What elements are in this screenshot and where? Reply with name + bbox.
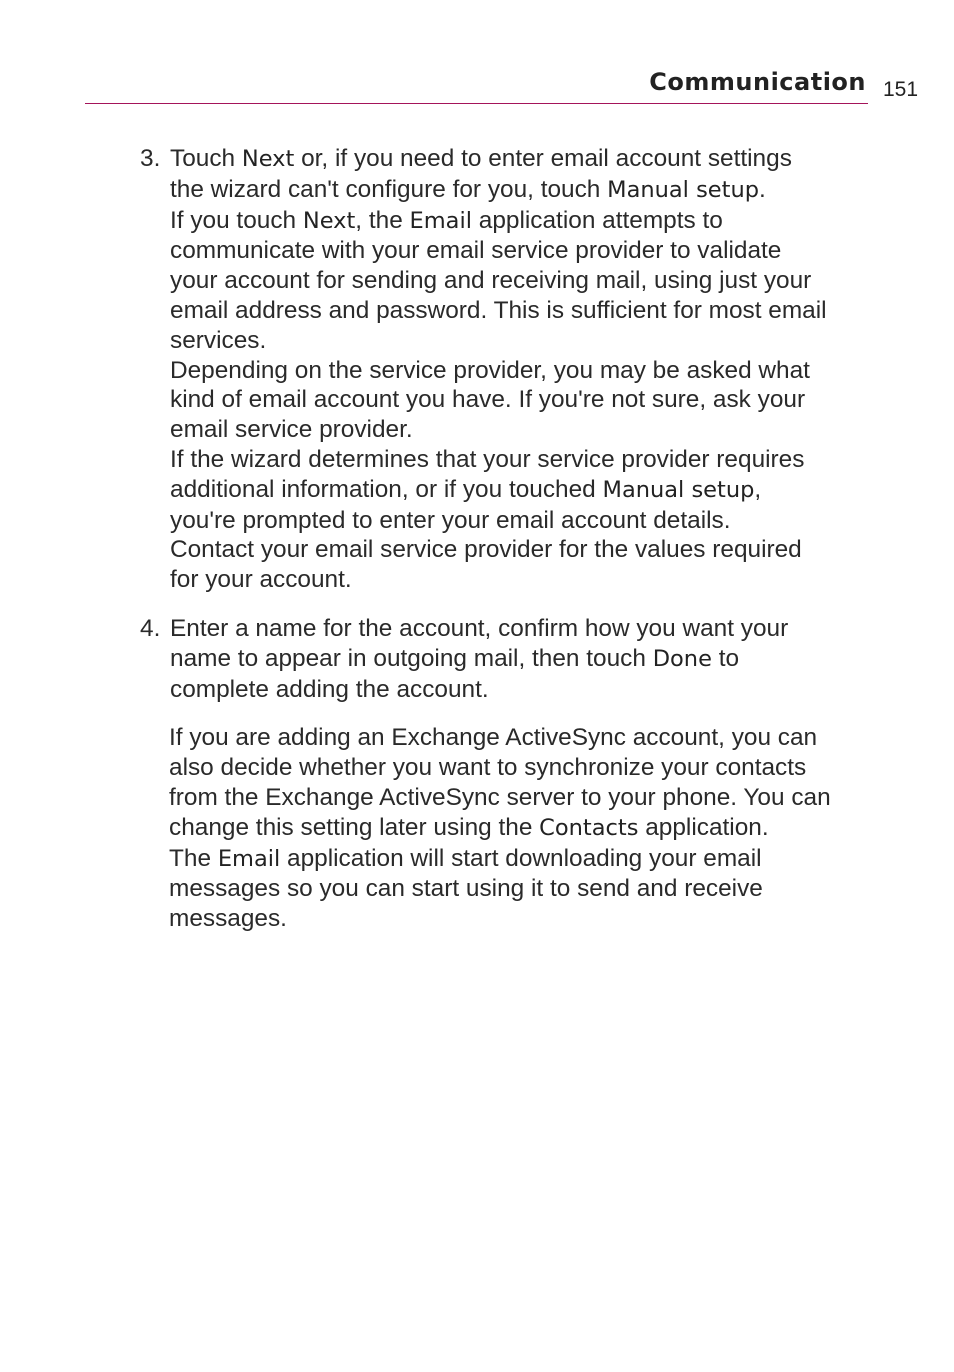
text: application attempts to xyxy=(471,206,723,234)
step-3-intro-paragraph xyxy=(170,144,880,206)
text: change this setting later using the xyxy=(169,813,540,841)
text: If you touch xyxy=(170,206,303,234)
text: Contact your email service provider for the values required xyxy=(170,536,802,564)
text: you're prompted to enter your email account details. xyxy=(170,506,731,534)
ui-term-contacts: Contacts xyxy=(539,814,639,841)
text: . xyxy=(759,175,766,203)
text: kind of email account you have. If you're not sure, ask your xyxy=(170,386,806,414)
text: communicate with your email service provider to validate xyxy=(170,237,782,265)
step-4 xyxy=(140,614,880,704)
text: messages so you can start using it to send and receive xyxy=(169,875,763,903)
text: your account for sending and receiving mail, using just your xyxy=(170,267,812,295)
text: email address and password. This is sufficient for most email xyxy=(170,296,827,324)
section-title: Communication xyxy=(649,68,866,96)
text: complete adding the account. xyxy=(170,675,489,703)
step-4-paragraph xyxy=(170,614,880,704)
text: Touch xyxy=(170,145,242,172)
text: messages. xyxy=(169,905,287,933)
page-number: 151 xyxy=(883,78,919,101)
step-3-number: 3. xyxy=(140,145,161,172)
text: application will start downloading your email xyxy=(280,844,762,872)
text: the wizard can't configure for you, touch xyxy=(170,175,608,203)
step-3 xyxy=(140,144,880,595)
text: If you are adding an Exchange ActiveSync account, you can xyxy=(169,724,818,752)
page-body xyxy=(140,144,880,934)
text: additional information, or if you touched xyxy=(170,475,603,503)
step-3-next-paragraph xyxy=(170,206,880,356)
text: also decide whether you want to synchronize your contacts xyxy=(169,754,807,782)
header-divider xyxy=(85,103,868,104)
step-3-body xyxy=(170,144,880,595)
ui-term-manual-setup: Manual setup xyxy=(602,476,755,503)
step-3-provider-paragraph xyxy=(170,356,880,445)
text: If the wizard determines that your service provider requires xyxy=(170,445,805,473)
text: name to appear in outgoing mail, then touch xyxy=(170,644,653,672)
text: The xyxy=(169,844,218,872)
exchange-paragraph xyxy=(169,723,880,843)
text: or, if you need to enter email account settings xyxy=(294,145,792,172)
text: to xyxy=(711,644,740,672)
text: Enter a name for the account, confirm how you want your xyxy=(170,614,789,642)
ui-term-next: Next xyxy=(241,146,295,172)
text: , xyxy=(754,475,762,503)
text: application. xyxy=(638,813,769,841)
text: Depending on the service provider, you may be asked what xyxy=(170,356,810,384)
text: email service provider. xyxy=(170,416,413,444)
text: from the Exchange ActiveSync server to your phone. You can xyxy=(169,783,831,811)
ui-term-manual-setup: Manual setup xyxy=(607,176,759,203)
email-download-paragraph xyxy=(169,844,880,934)
step-4-body xyxy=(170,614,880,704)
ui-term-next: Next xyxy=(302,207,356,234)
step-4-number: 4. xyxy=(140,614,161,642)
text: services. xyxy=(170,326,267,354)
exchange-note xyxy=(140,723,880,934)
text: for your account. xyxy=(170,566,352,594)
ui-term-email: Email xyxy=(409,207,472,234)
step-3-wizard-paragraph xyxy=(170,445,880,595)
ui-term-done: Done xyxy=(652,645,712,672)
ui-term-email: Email xyxy=(217,845,281,872)
text: , the xyxy=(355,206,410,234)
